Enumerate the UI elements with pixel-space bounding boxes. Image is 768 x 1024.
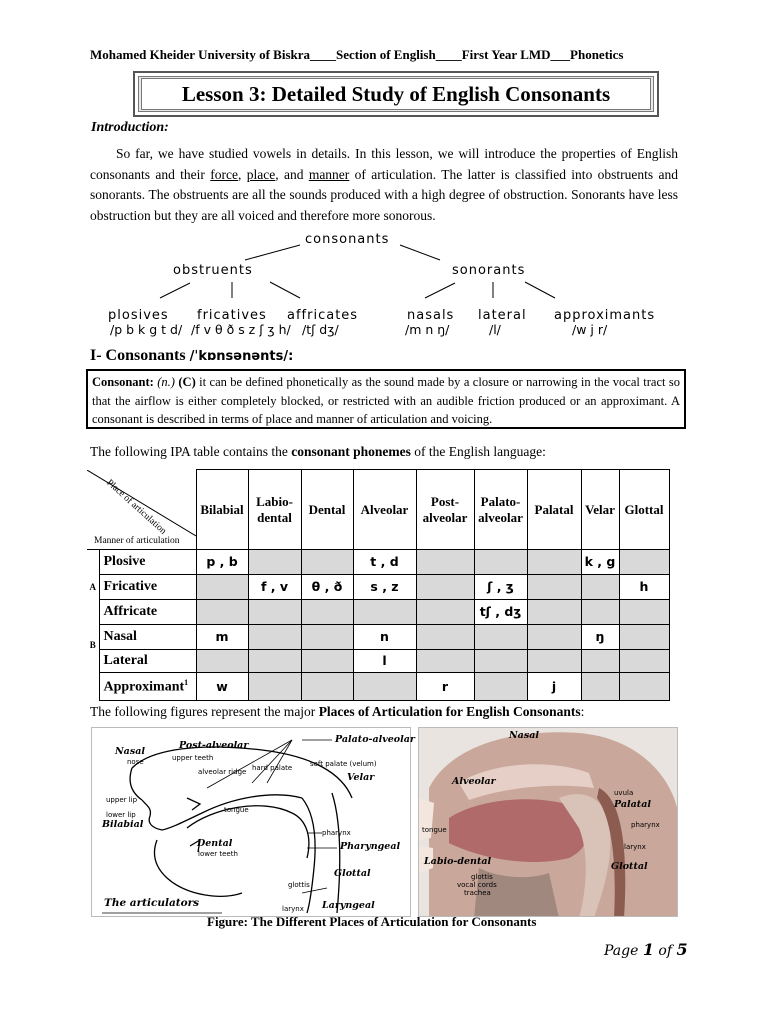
row-label: Nasal: [99, 625, 196, 650]
table-cell: [416, 650, 474, 673]
lesson-title: Lesson 3: Detailed Study of English Consonants: [141, 78, 651, 110]
label-dental: Dental: [197, 838, 233, 849]
section-title: I- Consonants: [90, 347, 186, 364]
label-r-labio-dental: Labio-dental: [424, 856, 492, 867]
col-header-postalveolar: Post- alveolar: [416, 470, 474, 550]
table-cell: [474, 625, 527, 650]
label-r-uvula: uvula: [614, 789, 634, 797]
table-cell: [301, 550, 353, 575]
page-label: Page: [604, 943, 643, 959]
table-cell: [353, 550, 416, 575]
tree-fricatives-ipa: /f v θ ð s z ʃ ʒ h/: [191, 322, 291, 337]
definition-pos: (n.): [157, 375, 175, 389]
head-section-diagram: [418, 727, 678, 917]
table-cell: [196, 575, 248, 600]
col-header-labiodental: Labio- dental: [248, 470, 301, 550]
label-r-tongue: tongue: [422, 826, 447, 834]
table-cell: [581, 673, 619, 701]
tree-lateral-ipa: /l/: [489, 322, 501, 337]
tree-lateral: lateral: [478, 308, 527, 323]
row-label: Affricate: [99, 600, 196, 625]
table-cell: [416, 600, 474, 625]
table-row: [87, 673, 669, 701]
label-hard-palate: hard palate: [252, 764, 293, 772]
phoneme: n: [380, 629, 389, 644]
label-lower-teeth: lower teeth: [198, 850, 238, 858]
label-velar: Velar: [347, 772, 375, 783]
table-cell: [301, 673, 353, 701]
page-header: Mohamed Kheider University of Biskra____Section of English____First Year LMD___Phonetics: [90, 47, 624, 62]
table-cell: [301, 625, 353, 650]
table-row: [87, 550, 669, 575]
definition-c: (C): [178, 375, 196, 389]
table-cell: [416, 673, 474, 701]
table-cell: [619, 575, 669, 600]
figure-intro-before: The following figures represent the major: [90, 704, 319, 719]
phoneme: p , b: [206, 554, 238, 569]
table-cell: [474, 673, 527, 701]
label-r-pharynx: pharynx: [631, 821, 660, 829]
phoneme: h: [639, 579, 649, 594]
tree-plosives-ipa: /p b k g t d/: [110, 322, 183, 337]
group-marker: [87, 600, 99, 625]
table-cell: [416, 625, 474, 650]
label-glottis: glottis: [288, 881, 310, 889]
label-bilabial: Bilabial: [102, 819, 144, 830]
ipa-consonant-table: [87, 469, 670, 701]
col-header-dental: Dental: [301, 470, 353, 550]
label-nasal: Nasal: [115, 746, 145, 757]
articulators-diagram: [91, 727, 415, 917]
table-intro-bold: consonant phonemes: [291, 444, 411, 459]
definition-text: it can be defined phonetically as the sound made by a closure or narrowing in the vocal tract so that the airflow is either completely blocked, or restricted with an audible friction produced or an approximant. A consonant is described in terms of place and manner of articulation and voicing.: [92, 375, 680, 426]
label-upper-lip: upper lip: [106, 796, 138, 804]
table-cell: [416, 575, 474, 600]
col-header-palatal: Palatal: [527, 470, 581, 550]
tree-affricates-ipa: /tʃ dʒ/: [302, 322, 339, 337]
table-cell: [474, 650, 527, 673]
group-marker: [87, 650, 99, 673]
row-label: Plosive: [99, 550, 196, 575]
section-phonetic: /ˈkɒnsənənts/:: [189, 349, 294, 364]
label-larynx: larynx: [282, 905, 304, 913]
phoneme: tʃ , dʒ: [479, 604, 522, 619]
table-cell: [581, 575, 619, 600]
table-cell: [581, 600, 619, 625]
tree-nasals-ipa: /m n ŋ/: [405, 322, 450, 337]
tree-sonorants: sonorants: [452, 263, 526, 278]
phoneme: s , z: [370, 579, 399, 594]
label-pharyngeal: Pharyngeal: [340, 841, 401, 852]
table-cell: [301, 650, 353, 673]
phoneme: j: [551, 678, 557, 694]
tree-obstruents: obstruents: [173, 263, 253, 278]
intro-force: force: [210, 166, 239, 182]
phoneme: k , g: [584, 554, 616, 569]
table-cell: [248, 600, 301, 625]
table-cell: [474, 575, 527, 600]
title-box: [133, 71, 659, 117]
group-marker: A: [87, 575, 99, 600]
label-r-vocal-cords: vocal cords: [457, 881, 497, 889]
phoneme: θ , ð: [311, 579, 343, 594]
label-alveolar-ridge: alveolar ridge: [198, 768, 247, 776]
phoneme: t , d: [370, 554, 399, 569]
label-r-larynx: larynx: [624, 843, 646, 851]
phoneme: ŋ: [595, 629, 605, 644]
tree-affricates: affricates: [287, 308, 359, 323]
table-cell: [581, 550, 619, 575]
col-header-velar: Velar: [581, 470, 619, 550]
section-heading: [90, 347, 293, 365]
table-cell: [474, 550, 527, 575]
label-r-nasal: Nasal: [509, 730, 539, 741]
table-cell: [353, 625, 416, 650]
table-cell: [301, 575, 353, 600]
col-header-palatoalveolar: Palato- alveolar: [474, 470, 527, 550]
label-glottal: Glottal: [334, 868, 371, 879]
label-tongue: tongue: [224, 806, 249, 814]
group-marker: [87, 673, 99, 701]
table-cell: [619, 650, 669, 673]
table-cell: [527, 673, 581, 701]
row-label: Approximant$^1$: [99, 673, 196, 701]
table-cell: [581, 625, 619, 650]
table-intro-before: The following IPA table contains the: [90, 444, 292, 459]
table-row: [87, 625, 669, 650]
phoneme: f , v: [260, 579, 289, 594]
label-r-alveolar: Alveolar: [452, 776, 496, 787]
table-cell: [527, 600, 581, 625]
consonant-tree-diagram: [100, 230, 700, 342]
row-label: Fricative: [99, 575, 196, 600]
table-body: [87, 550, 669, 701]
figure-intro: [90, 704, 584, 720]
table-cell: [301, 600, 353, 625]
label-r-glottal: Glottal: [611, 861, 648, 872]
table-cell: [619, 550, 669, 575]
label-laryngeal: Laryngeal: [322, 900, 375, 911]
table-cell: [353, 673, 416, 701]
phoneme: w: [216, 678, 228, 694]
figure-intro-bold: Places of Articulation for English Consonants: [318, 704, 581, 719]
table-cell: [416, 550, 474, 575]
label-pharynx: pharynx: [322, 829, 351, 837]
tree-fricatives: fricatives: [197, 308, 267, 323]
tree-lines: [100, 230, 700, 342]
phoneme: ʃ , ʒ: [487, 579, 514, 594]
row-label: Lateral: [99, 650, 196, 673]
table-cell: [196, 625, 248, 650]
table-cell: [248, 650, 301, 673]
corner-manner-label: Manner of articulation: [94, 536, 180, 546]
label-upper-teeth: upper teeth: [172, 754, 214, 762]
table-cell: [248, 625, 301, 650]
col-header-alveolar: Alveolar: [353, 470, 416, 550]
intro-manner: manner: [308, 166, 350, 182]
intro-and: , and: [275, 166, 309, 182]
col-header-glottal: Glottal: [619, 470, 669, 550]
tree-consonants: consonants: [305, 232, 390, 247]
table-cell: [527, 625, 581, 650]
label-nose: nose: [127, 758, 144, 766]
corner-place-label: Place of articulation: [104, 477, 168, 537]
label-r-trachea: trachea: [464, 889, 491, 897]
table-header-row: [87, 470, 669, 550]
table-cell: [474, 600, 527, 625]
label-palato-alveolar: Palato-alveolar: [335, 734, 415, 745]
table-cell: [196, 673, 248, 701]
table-cell: [248, 550, 301, 575]
label-post-alveolar: Post-alveolar: [179, 740, 249, 751]
table-cell: [248, 673, 301, 701]
label-soft-palate: soft palate (velum): [310, 760, 377, 768]
tree-approximants-ipa: /w j r/: [572, 322, 608, 337]
col-header-bilabial: Bilabial: [196, 470, 248, 550]
table-cell: [581, 650, 619, 673]
intro-heading: Introduction:: [91, 120, 169, 135]
footnote-marker: 1: [184, 677, 189, 687]
table-cell: [619, 625, 669, 650]
table-cell: [196, 550, 248, 575]
tree-approximants: approximants: [554, 308, 656, 323]
label-r-glottis: glottis: [471, 873, 493, 881]
phoneme: m: [215, 629, 229, 644]
definition-box: [86, 369, 686, 429]
table-cell: [353, 600, 416, 625]
page-current: 1: [642, 940, 654, 959]
label-r-palatal: Palatal: [614, 799, 651, 810]
intro-place: place: [246, 166, 276, 182]
table-cell: [353, 575, 416, 600]
table-row: [87, 575, 669, 600]
definition-term: Consonant:: [92, 375, 154, 389]
phoneme: r: [441, 678, 449, 694]
table-cell: [619, 673, 669, 701]
table-cell: [527, 575, 581, 600]
intro-text-1: So far, we have studied vowels in details. In this lesson, we will introduce the properties of English consonants and their: [90, 146, 678, 182]
page-number: [604, 940, 688, 959]
table-cell: [248, 575, 301, 600]
tree-plosives: plosives: [108, 308, 169, 323]
intro-comma: ,: [238, 166, 247, 182]
label-lower-lip: lower lip: [106, 811, 136, 819]
table-cell: [619, 600, 669, 625]
page-total: 5: [676, 940, 688, 959]
intro-text-2: of articulation. The latter is classified into obstruents and sonorants. The obstruents are all the sounds produced with a high degree of obstruction. Sonorants have less obstruction but they are all voiced and therefore more sonorous.: [90, 166, 679, 223]
table-cell: [527, 550, 581, 575]
table-cell: [527, 650, 581, 673]
table-cell: [196, 600, 248, 625]
group-marker: [87, 550, 99, 575]
phoneme: l: [382, 653, 387, 668]
table-cell: [196, 650, 248, 673]
figure-caption: Figure: The Different Places of Articulation for Consonants: [207, 914, 537, 929]
label-the-articulators: The articulators: [104, 897, 200, 909]
table-cell: [353, 650, 416, 673]
intro-paragraph: [90, 144, 678, 226]
group-marker: B: [87, 625, 99, 650]
table-row: [87, 650, 669, 673]
table-intro: [90, 444, 546, 460]
figure-intro-after: :: [580, 704, 585, 719]
page-of: of: [653, 943, 677, 959]
tree-nasals: nasals: [407, 308, 455, 323]
table-corner-cell: [87, 470, 196, 550]
table-intro-after: of the English language:: [410, 444, 546, 459]
table-row: [87, 600, 669, 625]
